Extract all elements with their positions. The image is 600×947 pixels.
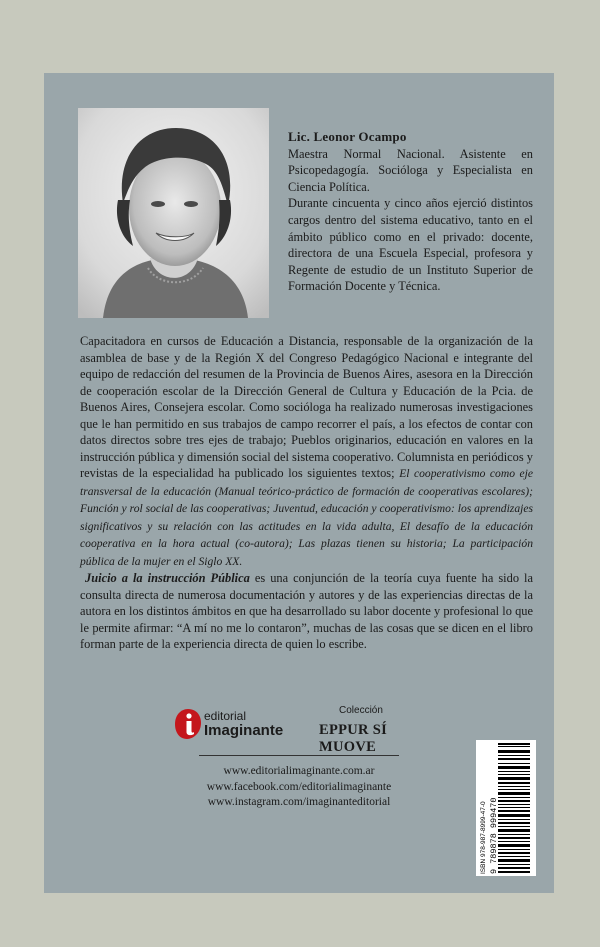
barcode [476, 740, 536, 876]
description-paragraph-1 [80, 333, 533, 570]
book-description [80, 333, 533, 653]
back-cover-panel [44, 73, 554, 893]
description-text: Capacitadora en cursos de Educación a Distancia, responsable de la organización de la asamblea de base y de la Región X del Congreso Pedagógico Nacional e integrante del equipo de redacción del resumen de la Provincia de Buenos Aires, asesora en la Dirección de cooperación escolar de la Dirección General de Cultura y Educación de la Pcia. de Buenos Aires, Consejera escolar. Como socióloga ha realizado numerosas investigaciones que le han permitido en sus trabajos de campo recorrer el país, a los efectos de contar con datos directos sobre tres ejes de trabajo; Pueblos originarios, educación en valores en la instrucción pública y dimensión social del sistema cooperativo. Columnista en periódicos y revistas de la especialidad ha publicado los siguientes textos; [80, 334, 533, 480]
editorial-label: editorial [204, 709, 247, 723]
author-bio-paragraph: Durante cincuenta y cinco años ejerció distintos cargos dentro del sistema educativo, tanto en el ámbito público como en el privado: docente, directora de una Escuela Especial, profesora y Regente de estudio de un Instituto Superior de Formación Docente y Técnica. [288, 196, 533, 294]
barcode-digits: 9 789878 999470 [489, 797, 499, 874]
description-paragraph-2 [80, 570, 533, 653]
imaginante-logo-icon [174, 707, 202, 741]
editorial-logo [174, 705, 304, 745]
description-text: es una conjunción de la teoría cuya fuente ha sido la consulta directa de numerosa documentación y autores y de las experiencias directas de la autora en los distintos ámbitos en que ha desarrollado su labor docente y profesional lo que le permite afirmar: “A mí no me lo contaron”, muchas de las cosas que se dicen en el libro forman parte de la experiencia directa de quien lo escribe. [80, 571, 533, 651]
publisher-logos [174, 705, 434, 755]
editorial-name: Imaginante [204, 722, 284, 739]
author-photo [78, 108, 269, 318]
divider [199, 755, 399, 756]
collection-label: Colección [339, 705, 383, 716]
website-link[interactable]: www.editorialimaginante.com.ar [223, 765, 375, 777]
author-bio [288, 129, 533, 295]
author-name: Lic. Leonor Ocampo [288, 129, 407, 144]
author-bio-paragraph: Maestra Normal Nacional. Asistente en Psicopedagogía. Socióloga y Especialista en Ciencia Política. [288, 146, 533, 194]
publisher-links [154, 764, 444, 811]
collection-name: EPPUR SÍ MUOVE [319, 722, 388, 755]
collection-logo [309, 705, 434, 755]
book-title: Juicio a la instrucción Pública [85, 571, 250, 585]
instagram-link[interactable]: www.instagram.com/imaginanteditorial [207, 796, 391, 808]
publications-list: El cooperativismo como eje transversal de la educación (Manual teórico-práctico de formación de cooperativas escolares); Función y rol social de las cooperativas; Juventud, educación y cooperativismo: los aprendizajes significativos y su relación con las actitudes en la vida adulta, El desafío de la educación cooperativa en la hora actual (co-autora); Las plazas tienen su historia; La participación pública de la mujer en el Siglo XX. [80, 467, 533, 568]
facebook-link[interactable]: www.facebook.com/editorialimaginante [206, 780, 392, 793]
isbn-label: ISBN 978-987-8999-47-0 [480, 801, 487, 874]
